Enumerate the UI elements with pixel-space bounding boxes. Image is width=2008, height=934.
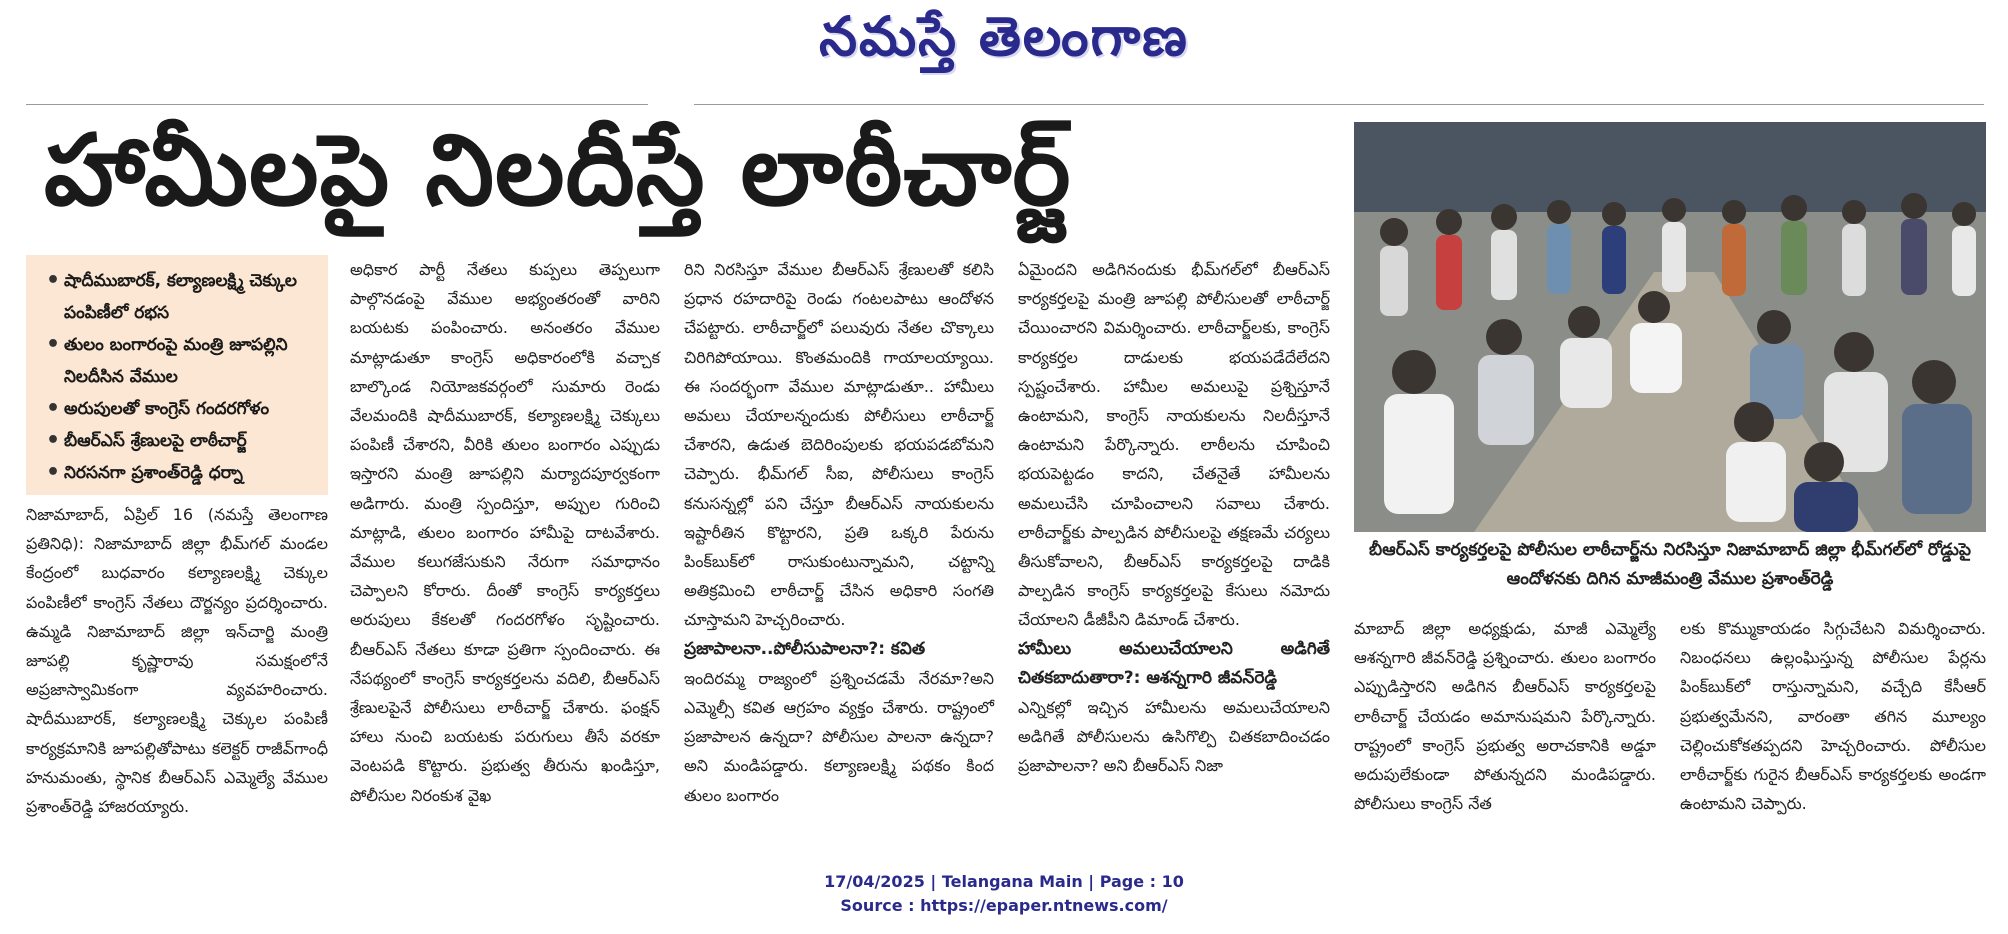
article-text: ఇందిరమ్మ రాజ్యంలో ప్రశ్నించడమే నేరమా?అని ఎమ్మెల్సీ కవిత ఆగ్రహం వ్యక్తం చేశారు. రాష్ట్రంలో ప్రజాపాలన ఉన్నదా? పోలీసుల పాలనా ఉన్నదా? అని మండిపడ్డారు. కల్యాణలక్ష్మి పథకం కింద తులం బంగారం (684, 668, 994, 805)
article-text: రిని నిరసిస్తూ వేముల బీఆర్ఎస్ శ్రేణులతో కలిసి ప్రధాన రహదారిపై రెండు గంటలపాటు ఆందోళన చేపట్టారు. లాఠీచార్జ్‌లో పలువురు నేతల చొక్కాలు చిరిగిపోయాయి. కొంతమందికి గాయాలయ్యాయి. ఈ సందర్భంగా వేముల మాట్లాడుతూ.. హామీలు అమలు చేయాలన్నందుకు పోలీసులు లాఠీచార్జ్ చేశారని, ఉడుత బెదిరింపులకు భయపడబోమని చెప్పారు. భీమ్‌గల్ సీఐ, పోలీసులు కాంగ్రెస్ కనుసన్నల్లో పని చేస్తూ బీఆర్ఎస్ నాయకులను ఇష్టారీతిన కొట్టారని, ప్రతి ఒక్కరి పేరును పింక్‌బుక్‌లో రాసుకుంటున్నామని, చట్టాన్ని అతిక్రమించి లాఠీచార్జ్ చేసిన అధికారి సంగతి చూస్తామని హెచ్చరించారు. (684, 260, 994, 630)
photo-caption: బీఆర్ఎస్ కార్యకర్తలపై పోలీసుల లాఠీచార్జ్‌ను నిరసిస్తూ నిజామాబాద్ జిల్లా భీమ్‌గల్‌లో రోడ్డుపై ఆందోళనకు దిగిన మాజీమంత్రి వేముల ప్రశాంత్‌రెడ్డి (1369, 540, 1971, 589)
article-column-4 (1018, 255, 1330, 810)
sub-heading: ప్రజాపాలనా..పోలీసుపాలనా?: కవిత (684, 638, 926, 659)
article-column-5 (1354, 614, 1656, 814)
top-rule-left (26, 104, 648, 105)
masthead-logo: నమస్తే తెలంగాణ (819, 4, 1189, 68)
article-text: లకు కొమ్ముకాయడం సిగ్గుచేటని విమర్శించారు. నిబంధనలు ఉల్లంఘిస్తున్న పోలీసుల పేర్లను పింక్‌బుక్‌లో రాస్తున్నామని, వచ్చేది కేసీఆర్ ప్రభుత్వమేనని, వారంతా తగిన మూల్యం చెల్లించుకోకతప్పదని హెచ్చరించారు. పోలీసుల లాఠీచార్జ్‌కు గురైన బీఆర్ఎస్ కార్యకర్తలకు అండగా ఉంటామని చెప్పారు. (1680, 619, 1986, 814)
sub-heading: హామీలు అమలుచేయాలని అడిగితే చితకబాదుతారా?: ఆశన్నగారి జీవన్‌రెడ్డి (1018, 638, 1330, 688)
highlight-item: • అరుపులతో కాంగ్రెస్ గందరగోళం (46, 393, 322, 425)
article-text: అధికార పార్టీ నేతలు కుప్పలు తెప్పలుగా పాల్గొనడంపై వేముల అభ్యంతరంతో వారిని బయటకు పంపించారు. అనంతరం వేముల మాట్లాడుతూ కాంగ్రెస్ అధికారంలోకి వచ్చాక బాల్కొండ నియోజకవర్గంలో సుమారు రెండు వేలమందికి షాదీముబారక్, కల్యాణలక్ష్మి చెక్కులు పంపిణీ చేశారని, వీరికి తులం బంగారం ఎప్పుడు ఇస్తారని మంత్రి జూపల్లిని మర్యాదపూర్వకంగా అడిగారు. మంత్రి స్పందిస్తూ, అప్పుల గురించి మాట్లాడి, తులం బంగారం హామీపై దాటవేశారు. వేముల కలుగజేసుకుని నేరుగా సమాధానం చెప్పాలని కోరారు. దీంతో కాంగ్రెస్ కార్యకర్తలు అరుపులు కేకలతో గందరగోళం సృష్టించారు. బీఆర్ఎస్ నేతలు కూడా ప్రతిగా స్పందించారు. ఈ నేపథ్యంలో కాంగ్రెస్ కార్యకర్తలను వదిలి, బీఆర్ఎస్ శ్రేణులపైనే పోలీసులు లాఠీచార్జ్ చేశారు. ఫంక్షన్ హాలు నుంచి బయటకు పరుగులు తీసే వరకూ వెంటపడి కొట్టారు. ప్రభుత్వ తీరును ఖండిస్తూ, పోలీసుల నిరంకుశ వైఖ (350, 260, 660, 805)
news-photo (1354, 122, 1986, 532)
top-rule-right (694, 104, 1984, 105)
highlight-item: • తులం బంగారంపై మంత్రి జూపల్లిని నిలదీసిన వేముల (46, 329, 322, 393)
article-text: ఏమైందని అడిగినందుకు భీమ్‌గల్‌లో బీఆర్ఎస్ కార్యకర్తలపై మంత్రి జూపల్లి పోలీసులతో లాఠీచార్జ్ చేయించారని విమర్శించారు. లాఠీచార్జ్‌లకు, కాంగ్రెస్ కార్యకర్తల దాడులకు భయపడేదేలేదని స్పష్టంచేశారు. హామీల అమలుపై ప్రశ్నిస్తూనే ఉంటామని, కాంగ్రెస్ నాయకులను నిలదీస్తూనే ఉంటామని పేర్కొన్నారు. లాఠీలను చూపించి భయపెట్టడం కాదని, చేతనైతే హామీలను అమలుచేసి చూపించాలని సవాలు చేశారు. లాఠీచార్జ్‌కు పాల్పడిన పోలీసులపై తక్షణమే చర్యలు తీసుకోవాలని, బీఆర్ఎస్ కార్యకర్తలపై దాడికి పాల్పడిన కాంగ్రెస్ కార్యకర్తలపై కేసులు నమోదు చేయాలని డీజీపీని డిమాండ్ చేశారు. (1018, 260, 1330, 630)
article-column-1 (26, 500, 328, 817)
article-text: మాబాద్ జిల్లా అధ్యక్షుడు, మాజీ ఎమ్మెల్యే ఆశన్నగారి జీవన్‌రెడ్డి ప్రశ్నించారు. తులం బంగారం ఎప్పుడిస్తారని అడిగిన బీఆర్ఎస్ కార్యకర్తలపై లాఠీచార్జ్ చేయడం అమానుషమని పేర్కొన్నారు. రాష్ట్రంలో కాంగ్రెస్ ప్రభుత్వ అరాచకానికి అడ్డూ అదుపులేకుండా పోతున్నదని మండిపడ్డారు. పోలీసులు కాంగ్రెస్ నేత (1354, 619, 1656, 814)
headline: హామీలపై నిలదీస్తే లాఠీచార్జ్ (44, 114, 1072, 228)
footer-source-link[interactable]: Source : https://epaper.ntnews.com/ (840, 896, 1168, 915)
article-text: ఎన్నికల్లో ఇచ్చిన హామీలను అమలుచేయాలని అడిగితే పోలీసులను ఉసిగొల్పి చితకబాదించడం ప్రజాపాలనా? అని బీఆర్ఎస్ నిజా (1018, 698, 1330, 776)
article-column-3 (684, 255, 994, 810)
highlight-item: • షాదీముబారక్, కల్యాణలక్ష్మి చెక్కుల పంపిణీలో రభస (46, 265, 322, 329)
footer-date-line: 17/04/2025 | Telangana Main | Page : 10 (824, 872, 1184, 891)
highlights-box (26, 255, 328, 495)
highlights-list (26, 255, 328, 489)
highlight-item: • నిరసనగా ప్రశాంత్‌రెడ్డి ధర్నా (46, 457, 322, 489)
article-column-6 (1680, 614, 1986, 814)
crowd-photo-illustration (1354, 122, 1986, 532)
article-text: నిజామాబాద్, ఏప్రిల్ 16 (నమస్తే తెలంగాణ ప్రతినిధి): నిజామాబాద్ జిల్లా భీమ్‌గల్ మండల కేంద్రంలో బుధవారం కల్యాణలక్ష్మి చెక్కుల పంపిణీలో కాంగ్రెస్ నేతలు దౌర్జన్యం ప్రదర్శించారు. ఉమ్మడి నిజామాబాద్ జిల్లా ఇన్‌చార్జి మంత్రి జూపల్లి కృష్ణారావు సమక్షంలోనే అప్రజాస్వామికంగా వ్యవహరించారు. షాదీముబారక్, కల్యాణలక్ష్మి చెక్కుల పంపిణీ కార్యక్రమానికి జూపల్లితోపాటు కలెక్టర్ రాజీవ్‌గాంధీ హనుమంతు, స్థానిక బీఆర్ఎస్ ఎమ్మెల్యే వేముల ప్రశాంత్‌రెడ్డి హాజరయ్యారు. (26, 505, 328, 817)
highlight-item: • బీఆర్ఎస్ శ్రేణులపై లాఠీచార్జ్ (46, 425, 322, 457)
article-column-2 (350, 255, 660, 810)
